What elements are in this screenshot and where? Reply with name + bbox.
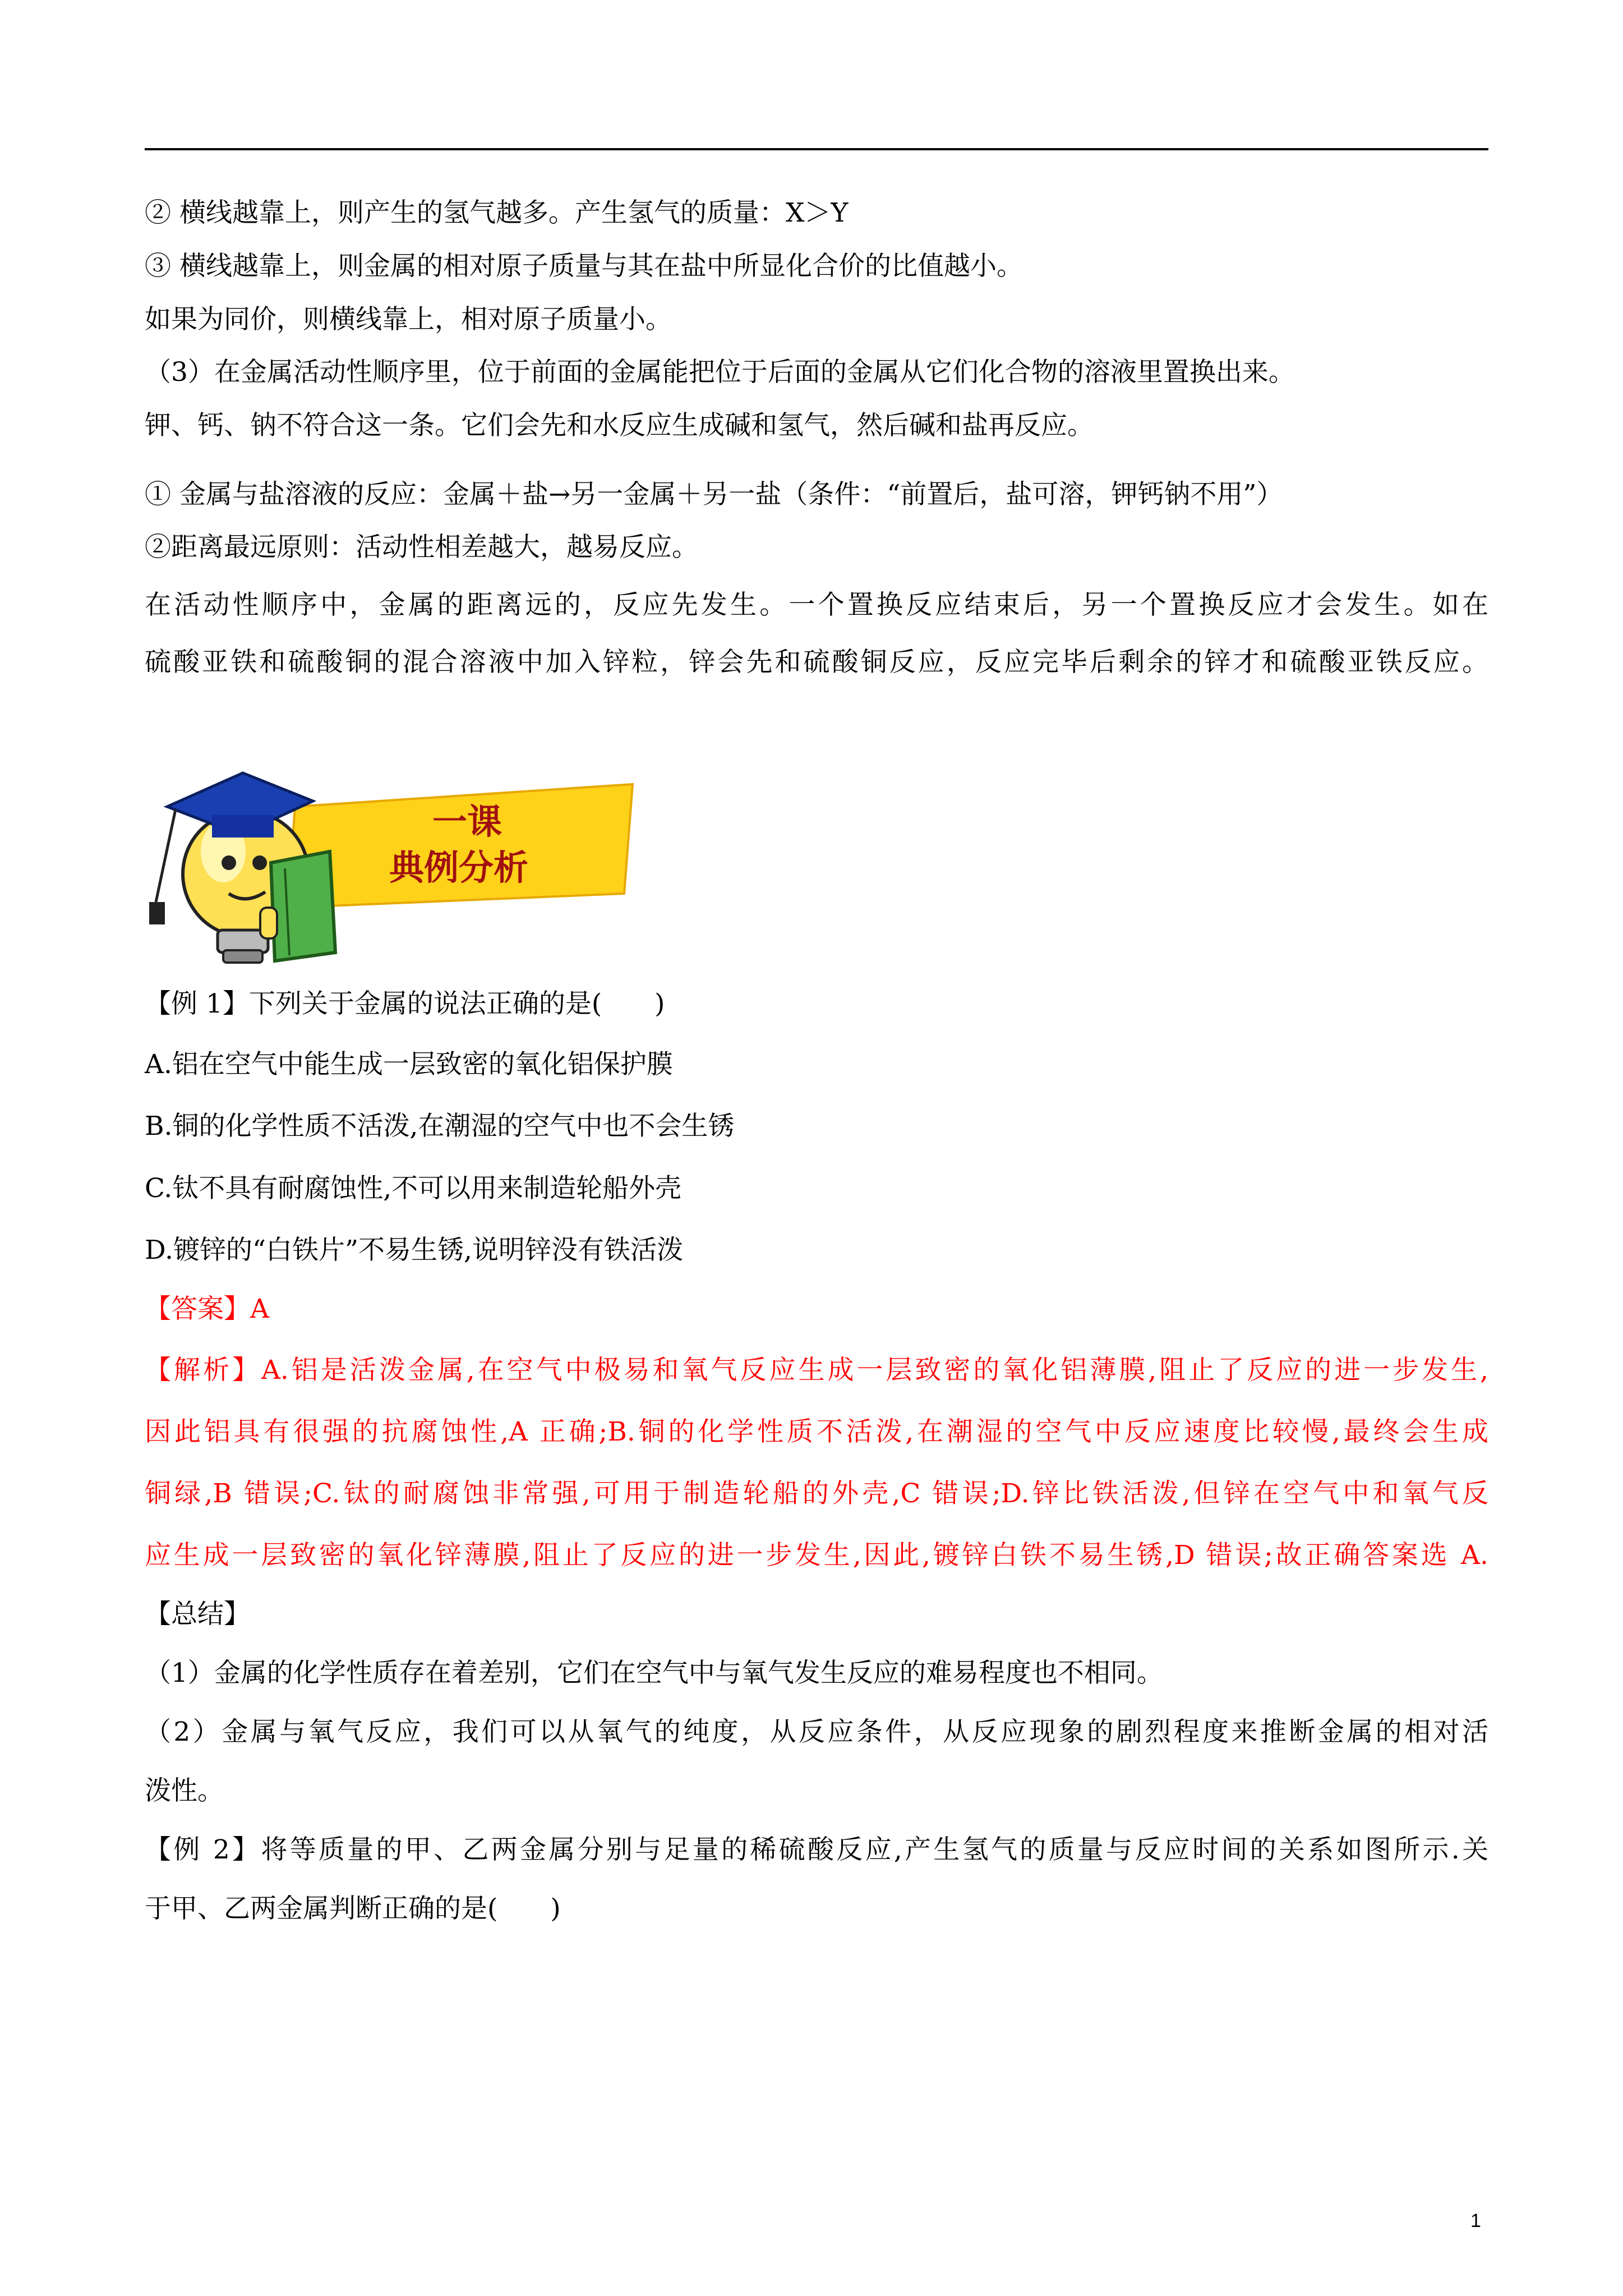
book-icon: [260, 852, 335, 961]
text-line: ① 金属与盐溶液的反应：金属＋盐→另一金属＋另一盐（条件：“前置后，盐可溶，钾钙钠不用”）: [145, 479, 1283, 510]
example1-option-d: D.镀锌的“白铁片”不易生锈,说明锌没有铁活泼: [145, 1235, 683, 1266]
header-rule: [145, 148, 1488, 150]
summary-item-1: （1）金属的化学性质存在着差别，它们在空气中与氧气发生反应的难易程度也不相同。: [145, 1658, 1163, 1688]
example1-answer: 【答案】A: [145, 1294, 269, 1324]
summary-item-2: （2）金属与氧气反应，我们可以从氧气的纯度，从反应条件，从反应现象的剧烈程度来推断金属的相对活: [145, 1717, 1488, 1747]
text-line: 在活动性顺序中，金属的距离远的，反应先发生。一个置换反应结束后，另一个置换反应才会发生。如在: [145, 590, 1488, 620]
badge-line2: 典例分析: [389, 847, 529, 888]
example1-analysis-line: 铜绿,B 错误;C.钛的耐腐蚀非常强,可用于制造轮船的外壳,C 错误;D.锌比铁活泼,但锌在空气中和氧气反: [145, 1478, 1488, 1509]
example1-analysis-line: 应生成一层致密的氧化锌薄膜,阻止了反应的进一步发生,因此,镀锌白铁不易生锈,D 错误;故正确答案选 A.: [145, 1540, 1488, 1571]
text-line: ③ 横线越靠上，则金属的相对原子质量与其在盐中所显化合价的比值越小。: [145, 251, 1023, 282]
text-line: ② 横线越靠上，则产生的氢气越多。产生氢气的质量：X＞Y: [145, 197, 849, 228]
text-line: 如果为同价，则横线靠上，相对原子质量小。: [145, 304, 672, 335]
summary-item-2-cont: 泼性。: [145, 1775, 224, 1806]
example-analysis-badge: [145, 767, 638, 965]
text-line: 钾、钙、钠不符合这一条。它们会先和水反应生成碱和氢气，然后碱和盐再反应。: [145, 410, 1094, 441]
summary-title: 【总结】: [145, 1599, 250, 1630]
example2-question: 【例 2】将等质量的甲、乙两金属分别与足量的稀硫酸反应,产生氢气的质量与反应时间的关系如图所示.关: [145, 1834, 1488, 1865]
example1-analysis-line: 【解析】A.铝是活泼金属,在空气中极易和氧气反应生成一层致密的氧化铝薄膜,阻止了反应的进一步发生,: [145, 1355, 1488, 1386]
example1-option-a: A.铝在空气中能生成一层致密的氧化铝保护膜: [145, 1049, 673, 1080]
text-line: 硫酸亚铁和硫酸铜的混合溶液中加入锌粒，锌会先和硫酸铜反应，反应完毕后剩余的锌才和硫酸亚铁反应。: [145, 647, 1488, 678]
example1-option-b: B.铜的化学性质不活泼,在潮湿的空气中也不会生锈: [145, 1111, 735, 1142]
example1-analysis-line: 因此铝具有很强的抗腐蚀性,A 正确;B.铜的化学性质不活泼,在潮湿的空气中反应速度比较慢,最终会生成: [145, 1416, 1488, 1447]
example1-question: 【例 1】下列关于金属的说法正确的是( ): [145, 988, 665, 1019]
page-number: 1: [1470, 2210, 1481, 2231]
badge-line1: 一课: [432, 801, 502, 842]
example2-question-cont: 于甲、乙两金属判断正确的是( ): [145, 1893, 561, 1924]
text-line: ②距离最远原则：活动性相差越大，越易反应。: [145, 532, 698, 563]
text-line: （3）在金属活动性顺序里，位于前面的金属能把位于后面的金属从它们化合物的溶液里置换出来。: [145, 357, 1295, 388]
example1-option-c: C.钛不具有耐腐蚀性,不可以用来制造轮船外壳: [145, 1173, 682, 1204]
